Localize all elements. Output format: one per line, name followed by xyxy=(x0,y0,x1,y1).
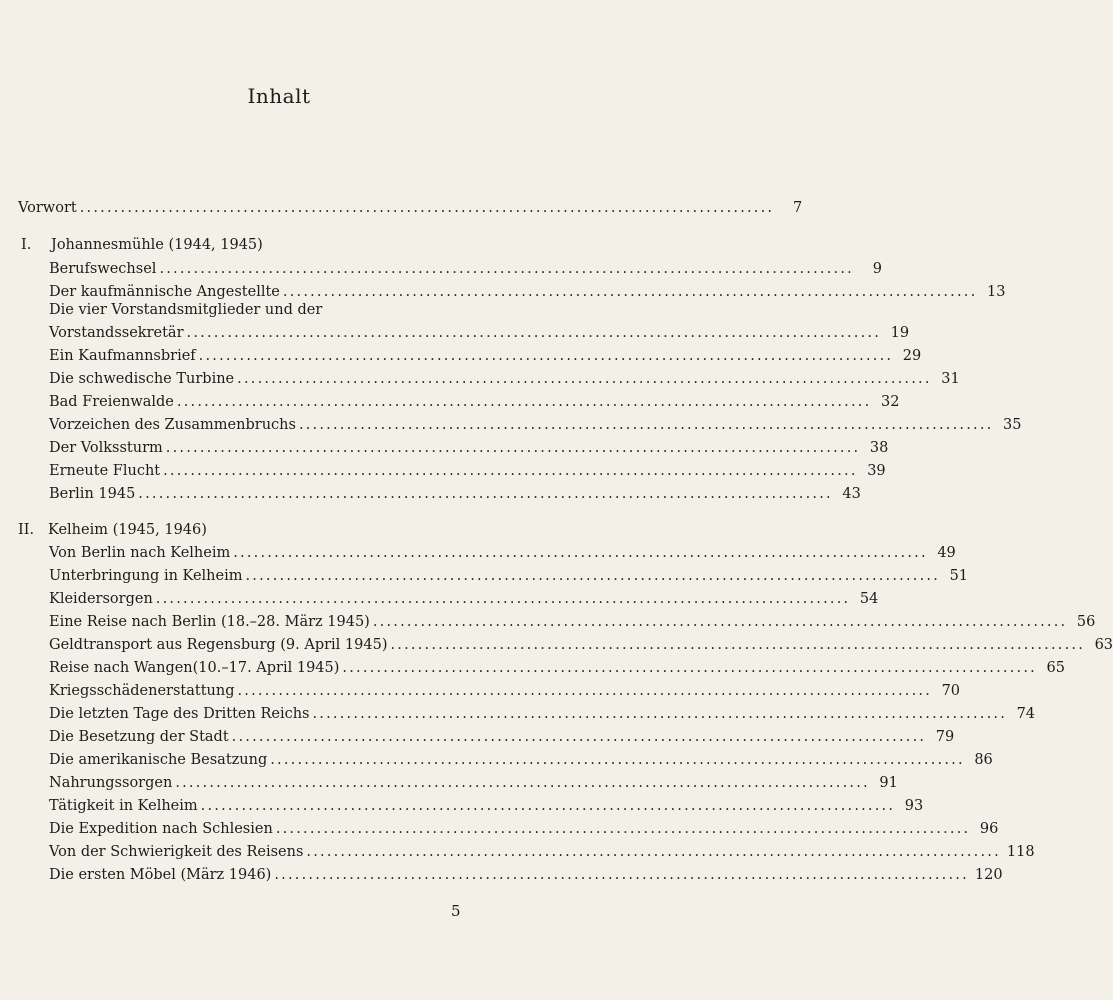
leader-dots: ...................................................................................................... xyxy=(275,821,971,837)
toc-page-number: 91 xyxy=(879,775,898,791)
toc-entry-label: Kriegsschädenerstattung xyxy=(49,683,235,699)
leader-dots: ...................................................................................................... xyxy=(165,440,861,456)
toc-page-number: 49 xyxy=(937,545,956,561)
toc-page-number: 86 xyxy=(974,752,993,768)
leader-dots: ...................................................................................................... xyxy=(175,775,870,791)
toc-entry[interactable] xyxy=(49,322,910,344)
section-number: II. xyxy=(18,522,35,538)
leader-dots: ...................................................................................................... xyxy=(245,568,941,584)
leader-dots: ...................................................................................................... xyxy=(200,798,896,814)
toc-entry[interactable] xyxy=(49,841,1035,863)
toc-entry-label: Tätigkeit in Kelheim xyxy=(49,798,198,814)
section-heading-1 xyxy=(21,234,263,256)
toc-entry-label: Geldtransport aus Regensburg (9. April 1945) xyxy=(49,637,388,653)
leader-dots: ...................................................................................................... xyxy=(372,614,1068,630)
leader-dots: ...................................................................................................... xyxy=(176,394,872,410)
toc-page-number: 9 xyxy=(872,261,882,277)
toc-entry[interactable] xyxy=(49,657,1065,679)
toc-entry[interactable] xyxy=(49,864,1003,886)
toc-entry[interactable] xyxy=(49,483,861,505)
toc-page-number: 65 xyxy=(1046,660,1065,676)
toc-entry-label: Berufswechsel xyxy=(49,261,157,277)
leader-dots: ...................................................................................................... xyxy=(186,325,882,341)
leader-dots: ...................................................................................................... xyxy=(298,417,994,433)
toc-entry-label: Von Berlin nach Kelheim xyxy=(49,545,231,561)
leader-dots: ...................................................................................................... xyxy=(270,752,965,768)
toc-page-number: 43 xyxy=(842,486,861,502)
toc-entry[interactable] xyxy=(49,772,898,794)
toc-entry-label: Die amerikanische Besatzung xyxy=(49,752,268,768)
leader-dots: ...................................................................................................... xyxy=(312,706,1008,722)
page-number-footer: 5 xyxy=(451,902,461,920)
toc-entry-label: Von der Schwierigkeit des Reisens xyxy=(49,844,304,860)
toc-entry-label: Vorzeichen des Zusammenbruchs xyxy=(49,417,296,433)
toc-entry-preface[interactable] xyxy=(18,197,803,219)
leader-dots: ...................................................................................................... xyxy=(79,200,775,216)
leader-dots: ...................................................................................................... xyxy=(159,261,854,277)
leader-dots: ...................................................................................................... xyxy=(390,637,1086,653)
toc-entry[interactable] xyxy=(49,542,956,564)
toc-page-number: 29 xyxy=(902,348,922,364)
toc-entry[interactable] xyxy=(49,345,922,367)
toc-entry[interactable] xyxy=(49,703,1036,725)
toc-entry[interactable] xyxy=(49,391,900,413)
toc-entry-label: Vorstandssekretär xyxy=(49,325,184,341)
toc-entry-label: Die Besetzung der Stadt xyxy=(49,729,229,745)
toc-page-number: 39 xyxy=(867,463,886,479)
toc-entry-label: Unterbringung in Kelheim xyxy=(49,568,243,584)
leader-dots: ...................................................................................................... xyxy=(138,486,833,502)
leader-dots: ...................................................................................................... xyxy=(282,284,978,300)
toc-entry-label: Die letzten Tage des Dritten Reichs xyxy=(49,706,310,722)
toc-page-number: 31 xyxy=(941,371,960,387)
page-title: Inhalt xyxy=(247,84,311,108)
leader-dots: ...................................................................................................... xyxy=(237,371,932,387)
leader-dots: ...................................................................................................... xyxy=(155,591,851,607)
toc-entry-label: Die Expedition nach Schlesien xyxy=(49,821,273,837)
toc-entry-label: Erneute Flucht xyxy=(49,463,161,479)
toc-page-number: 120 xyxy=(974,867,1003,883)
toc-entry-label: Ein Kaufmannsbrief xyxy=(49,348,196,364)
toc-entry[interactable] xyxy=(49,460,886,482)
toc-page-number: 79 xyxy=(935,729,955,745)
toc-entry[interactable] xyxy=(49,437,889,459)
toc-entry[interactable] xyxy=(49,565,969,587)
toc-entry[interactable] xyxy=(49,634,1113,656)
toc-page-number: 70 xyxy=(941,683,961,699)
toc-entry[interactable] xyxy=(49,588,879,610)
leader-dots: ...................................................................................................... xyxy=(342,660,1037,676)
toc-entry[interactable] xyxy=(49,726,955,748)
toc-page-number: 32 xyxy=(880,394,900,410)
toc-entry-label: Die ersten Möbel (März 1946) xyxy=(49,867,272,883)
leader-dots: ...................................................................................................... xyxy=(233,545,928,561)
toc-entry-label: Nahrungssorgen xyxy=(49,775,173,791)
toc-entry-label: Berlin 1945 xyxy=(49,486,136,502)
toc-page-number: 7 xyxy=(793,200,803,216)
section-number: I. xyxy=(21,237,32,253)
toc-entry-label: Reise nach Wangen(10.–17. April 1945) xyxy=(49,660,340,676)
leader-dots: ...................................................................................................... xyxy=(198,348,894,364)
toc-entry[interactable] xyxy=(49,611,1096,633)
section-title: Johannesmühle (1944, 1945) xyxy=(51,237,263,253)
toc-page-number: 35 xyxy=(1003,417,1022,433)
toc-entry-label: Die schwedische Turbine xyxy=(49,371,235,387)
toc-entry[interactable] xyxy=(49,818,999,840)
toc-entry[interactable] xyxy=(49,795,924,817)
toc-entry[interactable] xyxy=(49,414,1022,436)
toc-page-number: 13 xyxy=(986,284,1006,300)
toc-entry-label: Vorwort xyxy=(18,200,77,216)
toc-entry-label-line: Die vier Vorstandsmitglieder und der xyxy=(49,302,323,318)
toc-page-number: 96 xyxy=(979,821,999,837)
toc-entry-label: Der kaufmännische Angestellte xyxy=(49,284,280,300)
toc-page-number: 54 xyxy=(859,591,879,607)
toc-entry[interactable] xyxy=(49,258,882,280)
toc-entry-label: Bad Freienwalde xyxy=(49,394,174,410)
toc-page-number: 74 xyxy=(1016,706,1036,722)
toc-entry-label: Der Volkssturm xyxy=(49,440,163,456)
leader-dots: ...................................................................................................... xyxy=(231,729,927,745)
toc-page-number: 51 xyxy=(949,568,969,584)
toc-page-number: 93 xyxy=(904,798,924,814)
toc-entry[interactable] xyxy=(49,368,960,390)
leader-dots: ...................................................................................................... xyxy=(237,683,933,699)
toc-page-number: 19 xyxy=(890,325,910,341)
leader-dots: ...................................................................................................... xyxy=(163,463,858,479)
toc-entry[interactable] xyxy=(49,680,961,702)
toc-page-number: 118 xyxy=(1006,844,1035,860)
section-heading-2 xyxy=(18,519,207,541)
toc-page-number: 56 xyxy=(1076,614,1096,630)
toc-entry-label: Kleidersorgen xyxy=(49,591,153,607)
toc-page-number: 63 xyxy=(1094,637,1113,653)
leader-dots: ...................................................................................................... xyxy=(306,844,1001,860)
toc-entry[interactable] xyxy=(49,749,993,771)
toc-page-number: 38 xyxy=(869,440,889,456)
toc-entry-label: Eine Reise nach Berlin (18.–28. März 1945) xyxy=(49,614,370,630)
section-title: Kelheim (1945, 1946) xyxy=(48,522,207,538)
leader-dots: ...................................................................................................... xyxy=(274,867,969,883)
